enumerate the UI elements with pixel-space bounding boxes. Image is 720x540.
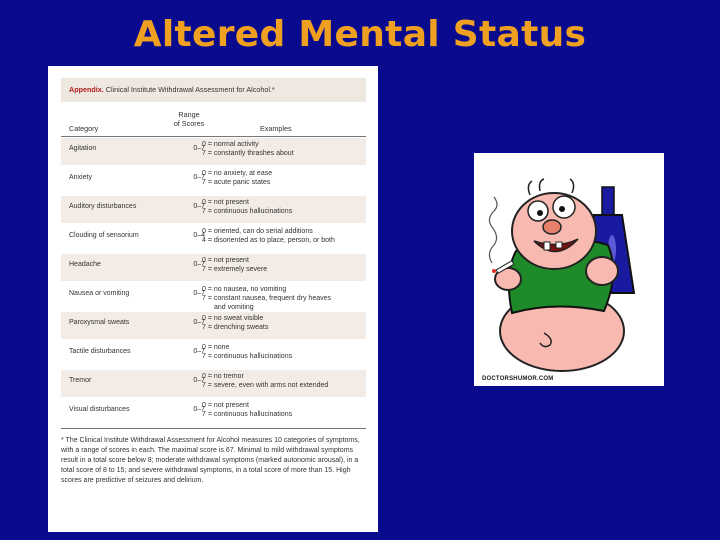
row-category: Paroxysmal sweats [69,319,130,326]
appendix-footnote: * The Clinical Institute Withdrawal Assessment for Alcohol measures 10 categories of symptoms, with a range of scores in each. The maximal score is 67. Minimal to mild withdrawal symptoms result in a total score below 8; moderate withdrawal symptoms (marked autonomic arousal), in a total score of 8 to 15; and severe withdrawal symptoms, in a total score of more than 15. High scores are predictive of seizures and delirium. [61,437,360,484]
table-bottom-divider [61,428,366,429]
column-header-range [159,110,219,128]
row-example-ex1: 0 = no anxiety, at ease [202,170,273,177]
row-example-ex2: 7 = continuous hallucinations [202,353,293,360]
table-row [61,370,366,397]
row-category: Headache [69,261,101,268]
row-range: 0–4 [193,232,205,239]
table-row [61,399,366,426]
column-header-range-line2: of Scores [173,119,205,128]
row-example-ex2: 7 = severe, even with arms not extended [202,382,329,389]
row-range: 0–7 [193,406,205,413]
row-example-ex2: 7 = extremely severe [202,266,268,273]
row-category: Visual disturbances [69,406,130,413]
row-example-ex2: 7 = continuous hallucinations [202,208,293,215]
row-examples [202,140,364,158]
appendix-heading [61,78,366,102]
row-example-ex2: 7 = drenching sweats [202,324,269,331]
row-examples [202,343,364,361]
row-example-ex1: 0 = none [202,344,230,351]
row-category: Clouding of sensorium [69,232,139,239]
row-example-ex1: 0 = not present [202,257,249,264]
row-range: 0–7 [193,348,205,355]
appendix-document [48,66,378,532]
table-row [61,254,366,281]
row-examples [202,372,364,390]
row-category: Tactile disturbances [69,348,131,355]
table-row [61,167,366,194]
column-header-category: Category [69,124,99,133]
row-example-ex2: 7 = constant nausea, frequent dry heaves [202,295,332,302]
cartoon-credit: DOCTORSHUMOR.COM [482,376,554,382]
table-row [61,283,366,310]
row-examples [202,401,364,419]
row-example-ex1: 0 = not present [202,402,249,409]
row-example-ex1: 0 = no nausea, no vomiting [202,286,287,293]
row-examples [202,285,364,312]
row-category: Tremor [69,377,92,384]
row-example-ex1: 0 = not present [202,199,249,206]
row-range: 0–7 [193,319,205,326]
header-divider [61,136,366,137]
appendix-label: Appendix. [69,85,104,94]
row-range: 0–7 [193,261,205,268]
row-range: 0–7 [193,203,205,210]
row-example-ex1: 0 = oriented, can do serial additions [202,228,313,235]
table-row [61,225,366,252]
drunk-man-illustration [474,153,664,386]
table-row [61,196,366,223]
row-range: 0–7 [193,377,205,384]
slide-title: Altered Mental Status [133,14,587,55]
row-examples [202,227,364,245]
row-example-ex2: 4 = disoriented as to place, person, or both [202,237,335,244]
row-example-ex2: 7 = constantly thrashes about [202,150,294,157]
row-examples [202,256,364,274]
row-range: 0–7 [193,145,205,152]
table-row [61,312,366,339]
row-examples [202,314,364,332]
appendix-title: Clinical Institute Withdrawal Assessment for Alcohol.* [105,85,275,94]
row-examples [202,198,364,216]
row-example-ex1: 0 = normal activity [202,141,259,148]
drunk-man-cartoon [474,153,664,386]
row-examples [202,169,364,187]
row-example-ex2: 7 = acute panic states [202,179,271,186]
row-category: Agitation [69,145,97,152]
column-header-examples: Examples [260,124,292,133]
row-range: 0–7 [193,290,205,297]
row-example-ex2: 7 = continuous hallucinations [202,411,293,418]
table-row [61,138,366,165]
row-example-ex1: 0 = no sweat visible [202,315,264,322]
table-row [61,341,366,368]
row-range: 0–7 [193,174,205,181]
row-example-ex3: and vomiting [214,304,254,311]
row-category: Anxiety [69,174,92,181]
row-category: Nausea or vomiting [69,290,130,297]
row-category: Auditory disturbances [69,203,137,210]
column-header-range-line1: Range [178,110,200,119]
row-example-ex1: 0 = no tremor [202,373,244,380]
